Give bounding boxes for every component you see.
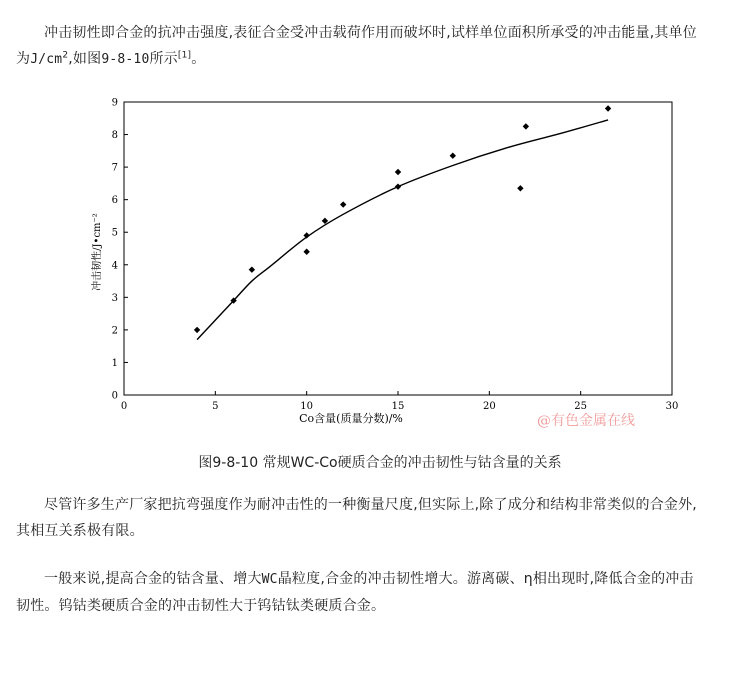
y-axis-label: 冲击韧性/J•cm⁻² bbox=[92, 213, 103, 291]
citation-marker: [1] bbox=[177, 50, 192, 61]
axis-ticks bbox=[112, 98, 679, 413]
data-point bbox=[340, 201, 346, 207]
scatter-chart bbox=[86, 92, 706, 447]
y-tick-label: 9 bbox=[111, 97, 118, 109]
wc-text: WC bbox=[261, 572, 278, 587]
trend-curve bbox=[197, 120, 608, 340]
x-tick-label: 30 bbox=[665, 401, 679, 412]
correlation-paragraph: 尽管许多生产厂家把抗弯强度作为耐冲击性的一种衡量尺度,但实际上,除了成分和结构非常类似的合金外,其相互关系极有限。 bbox=[16, 497, 697, 539]
x-tick-label: 0 bbox=[120, 401, 128, 412]
x-axis-label: Co含量(质量分数)/% bbox=[299, 412, 403, 425]
data-points bbox=[194, 105, 611, 333]
x-tick-label: 15 bbox=[391, 401, 405, 412]
intro-text-d: 。 bbox=[191, 51, 206, 67]
unit-superscript: 2 bbox=[62, 50, 69, 61]
x-tick-label: 20 bbox=[482, 401, 496, 412]
conclusion-text-a: 一般来说,提高合金的钴含量、增大 bbox=[44, 571, 262, 587]
data-point bbox=[605, 105, 611, 111]
data-point bbox=[395, 183, 401, 189]
intro-text-c: 所示 bbox=[149, 51, 178, 67]
y-tick-label: 1 bbox=[111, 357, 118, 369]
data-point bbox=[303, 249, 309, 255]
trend-line-group bbox=[197, 120, 608, 340]
data-point bbox=[517, 185, 523, 191]
figure-reference: 9-8-10 bbox=[101, 52, 150, 67]
y-tick-label: 4 bbox=[111, 260, 118, 272]
conclusion-paragraph bbox=[16, 566, 706, 619]
x-tick-label: 10 bbox=[300, 401, 314, 412]
intro-text-a: 冲击韧性即合金的抗冲击强度,表征合金受冲击载荷作用而破坏时,试样单位面积所承受的冲击能量,其单位为 bbox=[16, 25, 697, 67]
data-point bbox=[450, 153, 456, 159]
figure-caption: 图9-8-10 常规WC-Co硬质合金的冲击韧性与钴含量的关系 bbox=[198, 455, 562, 471]
x-tick-label: 25 bbox=[574, 401, 588, 412]
y-tick-label: 6 bbox=[111, 195, 118, 207]
unit-text: J/cm bbox=[30, 52, 63, 67]
y-tick-label: 2 bbox=[111, 325, 118, 337]
plot-frame bbox=[124, 102, 672, 395]
y-tick-label: 0 bbox=[111, 390, 118, 402]
conclusion-text-b: 晶粒度,合金的冲击韧性增大。游离碳、η相出现时,降低合金的冲击韧性。钨钴类硬质合金的冲击韧性大于钨钴钛类硬质合金。 bbox=[16, 571, 694, 614]
intro-text-b: ,如图 bbox=[68, 51, 102, 67]
y-tick-label: 8 bbox=[111, 130, 118, 142]
intro-paragraph bbox=[16, 20, 706, 73]
data-point bbox=[194, 327, 200, 333]
data-point bbox=[249, 266, 255, 272]
y-tick-label: 7 bbox=[111, 162, 118, 174]
y-tick-label: 5 bbox=[111, 227, 118, 239]
y-tick-label: 3 bbox=[111, 292, 118, 304]
data-point bbox=[523, 123, 529, 129]
data-point bbox=[303, 232, 309, 238]
x-tick-label: 5 bbox=[212, 401, 219, 412]
watermark: @有色金属在线 bbox=[537, 413, 635, 429]
data-point bbox=[395, 169, 401, 175]
